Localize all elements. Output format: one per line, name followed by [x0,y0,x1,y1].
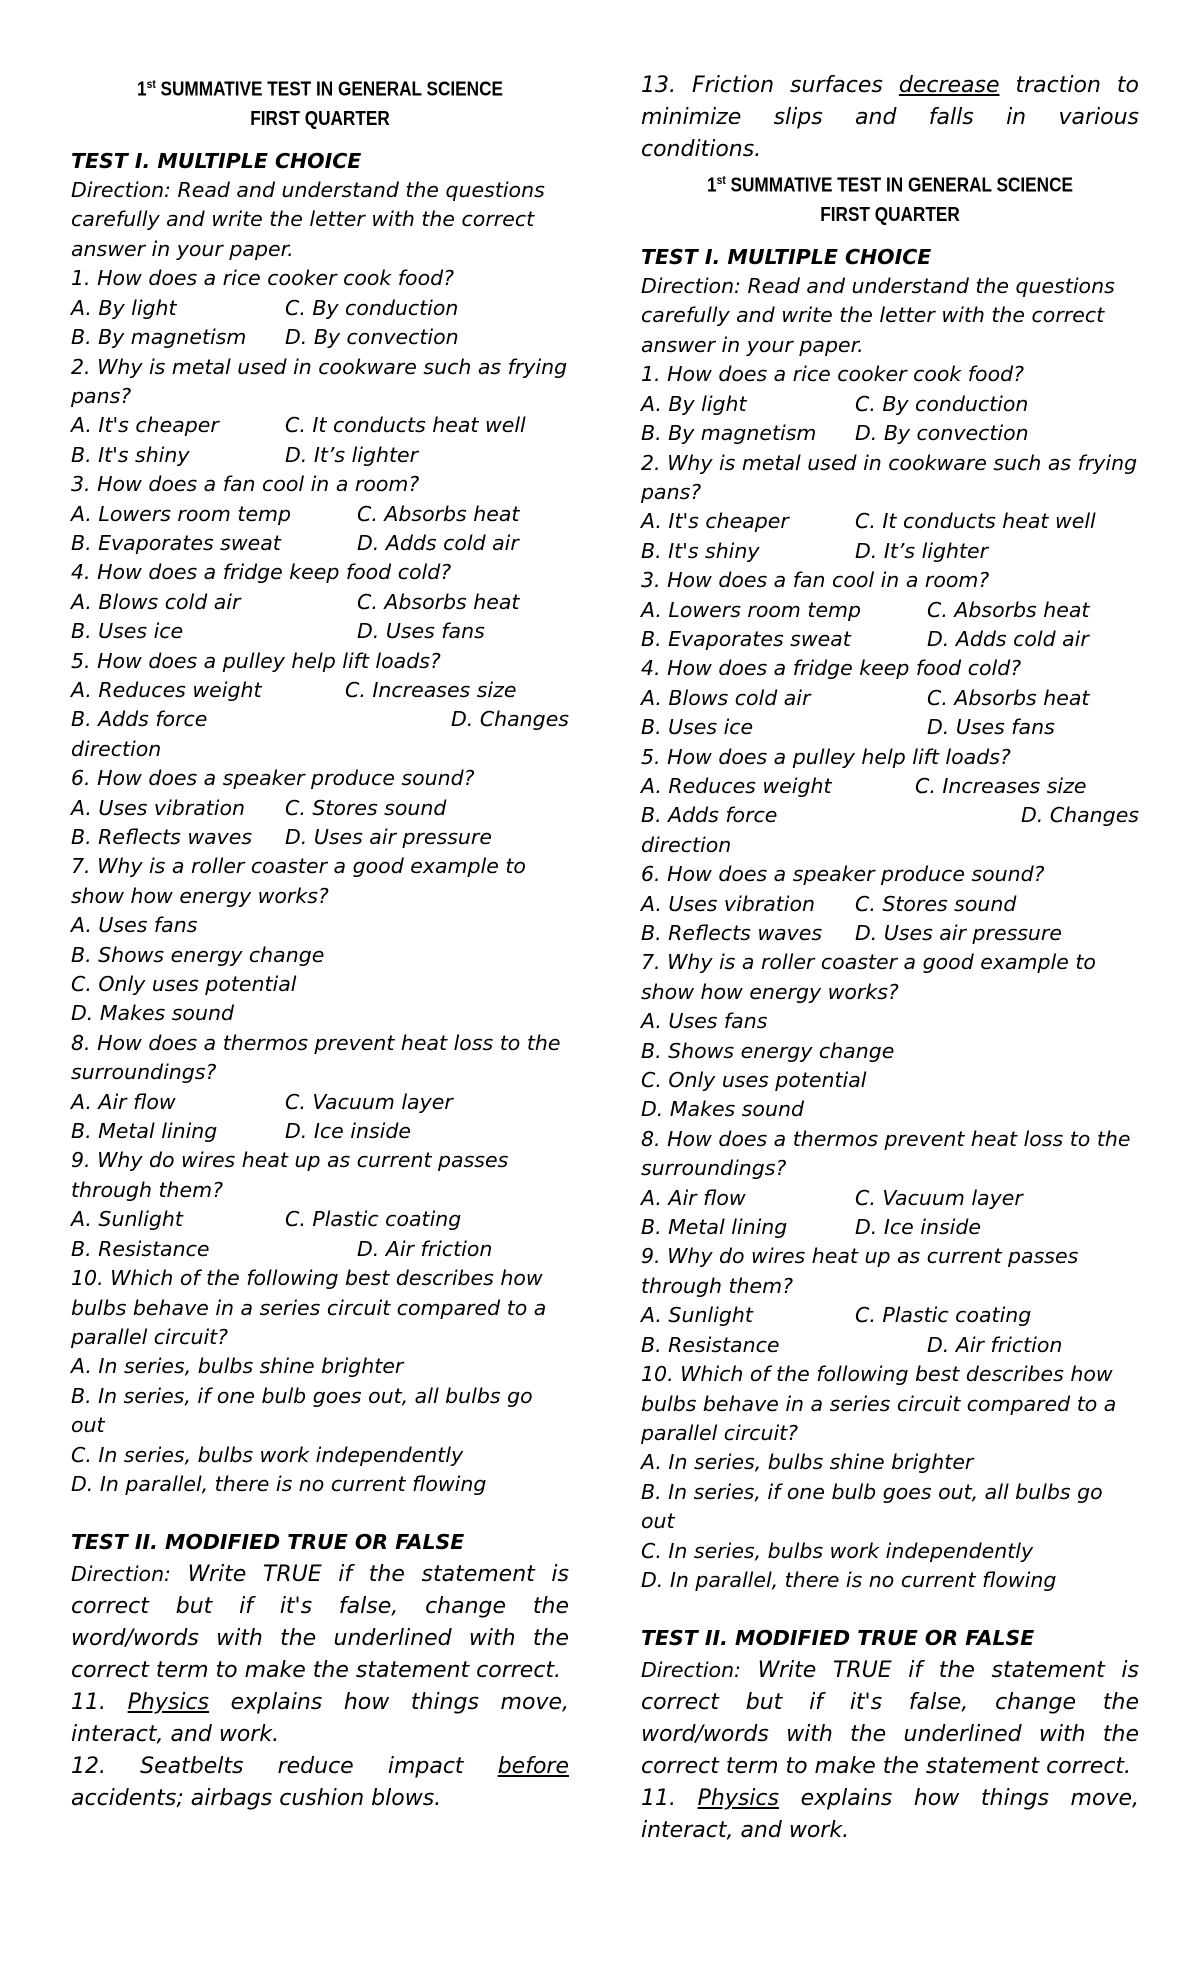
question-1: 1. How does a rice cooker cook food? A. By light C. By conduction B. By magnetism D. By convection [71,266,459,350]
question-2: 2. Why is metal used in cookware such as frying pans? A. It's cheaper C. It conducts heat well B. It's shiny D. It’s lighter [71,354,568,467]
test-header-copy: 1st SUMMATIVE TEST IN GENERAL SCIENCE [707,173,1073,197]
question-3-copy: 3. How does a fan cool in a room? A. Lowers room temp C. Absorbs heat B. Evaporates sweat D. Adds cold air [641,568,1090,651]
question-9-copy: 9. Why do wires heat up as current passes through them? A. Sunlight C. Plastic coating B. Resistance D. Air friction [641,1244,1079,1357]
test-subheader-copy: FIRST QUARTER [820,203,960,226]
question-11: 11. Physics explains how things move, interact, and work. [71,1689,569,1747]
question-2-copy: 2. Why is metal used in cookware such as frying pans? A. It's cheaper C. It conducts heat well B. It's shiny D. It’s lighter [641,450,1138,563]
question-13: 13. Friction surfaces decrease traction to minimize slips and falls in various conditions. [641,73,1139,162]
test-header: 1st SUMMATIVE TEST IN GENERAL SCIENCE [137,77,503,101]
question-6-copy: 6. How does a speaker produce sound? A. Uses vibration C. Stores sound B. Reflects waves D. Uses air pressure [641,862,1062,945]
question-10-copy: 10. Which of the following best describes how bulbs behave in a series circuit compared to a parallel circuit? A. In series, bulbs shine brighter B. In series, if one bulb goes out, all bulbs go out C. In series, bulbs work independently D. In parallel, there is no current flowing [641,1362,1117,1592]
question-9: 9. Why do wires heat up as current passes through them? A. Sunlight C. Plastic coating B. Resistance D. Air friction [71,1148,509,1261]
right-column [641,70,1139,1847]
question-5-copy: 5. How does a pulley help lift loads? A. Reduces weight C. Increases size B. Adds force D. Changes direction [641,744,1139,857]
question-8-copy: 8. How does a thermos prevent heat loss to the surroundings? A. Air flow C. Vacuum layer B. Metal lining D. Ice inside [641,1126,1131,1240]
question-12: 12. Seatbelts reduce impact before accidents; airbags cushion blows. [71,1753,569,1811]
test1-title-copy: TEST I. MULTIPLE CHOICE [641,244,932,269]
question-4-copy: 4. How does a fridge keep food cold? A. Blows cold air C. Absorbs heat B. Uses ice D. Uses fans [641,656,1090,740]
section-gap [71,1499,569,1528]
test1-title: TEST I. MULTIPLE CHOICE [71,148,362,173]
test2-direction: Direction: Write TRUE if the statement is correct but if it's false, change the word/words with the underlined with the correct term to make the statement correct. [71,1561,569,1683]
question-6: 6. How does a speaker produce sound? A. Uses vibration C. Stores sound B. Reflects waves D. Uses air pressure [71,766,492,849]
test1-direction-copy: Direction: Read and understand the questions carefully and write the letter with the correct answer in your paper. [641,274,1115,357]
question-4: 4. How does a fridge keep food cold? A. Blows cold air C. Absorbs heat B. Uses ice D. Uses fans [71,560,520,644]
section-gap-copy [641,1595,1139,1624]
test2-title: TEST II. MODIFIED TRUE OR FALSE [71,1530,465,1555]
question-7-copy: 7. Why is a roller coaster a good example to show how energy works? A. Uses fans B. Shows energy change C. Only uses potential D. Makes sound [641,950,1096,1122]
question-10: 10. Which of the following best describes how bulbs behave in a series circuit compared to a parallel circuit? A. In series, bulbs shine brighter B. In series, if one bulb goes out, all bulbs go out C. In series, bulbs work independently D. In parallel, there is no current flowing [71,1266,547,1496]
question-11-copy: 11. Physics explains how things move, interact, and work. [641,1785,1139,1843]
question-3: 3. How does a fan cool in a room? A. Lowers room temp C. Absorbs heat B. Evaporates sweat D. Adds cold air [71,472,520,555]
question-8: 8. How does a thermos prevent heat loss to the surroundings? A. Air flow C. Vacuum layer B. Metal lining D. Ice inside [71,1030,561,1144]
question-5: 5. How does a pulley help lift loads? A. Reduces weight C. Increases size B. Adds force D. Changes direction [71,648,569,761]
test2-direction-copy: Direction: Write TRUE if the statement is correct but if it's false, change the word/words with the underlined with the correct term to make the statement correct. [641,1657,1139,1779]
test1-direction: Direction: Read and understand the questions carefully and write the letter with the correct answer in your paper. [71,178,545,261]
question-7: 7. Why is a roller coaster a good example to show how energy works? A. Uses fans B. Shows energy change C. Only uses potential D. Makes sound [71,854,526,1026]
test2-title-copy: TEST II. MODIFIED TRUE OR FALSE [641,1626,1035,1651]
left-column [71,70,569,1815]
question-1-copy: 1. How does a rice cooker cook food? A. By light C. By conduction B. By magnetism D. By convection [641,362,1029,446]
test-subheader: FIRST QUARTER [250,107,390,130]
